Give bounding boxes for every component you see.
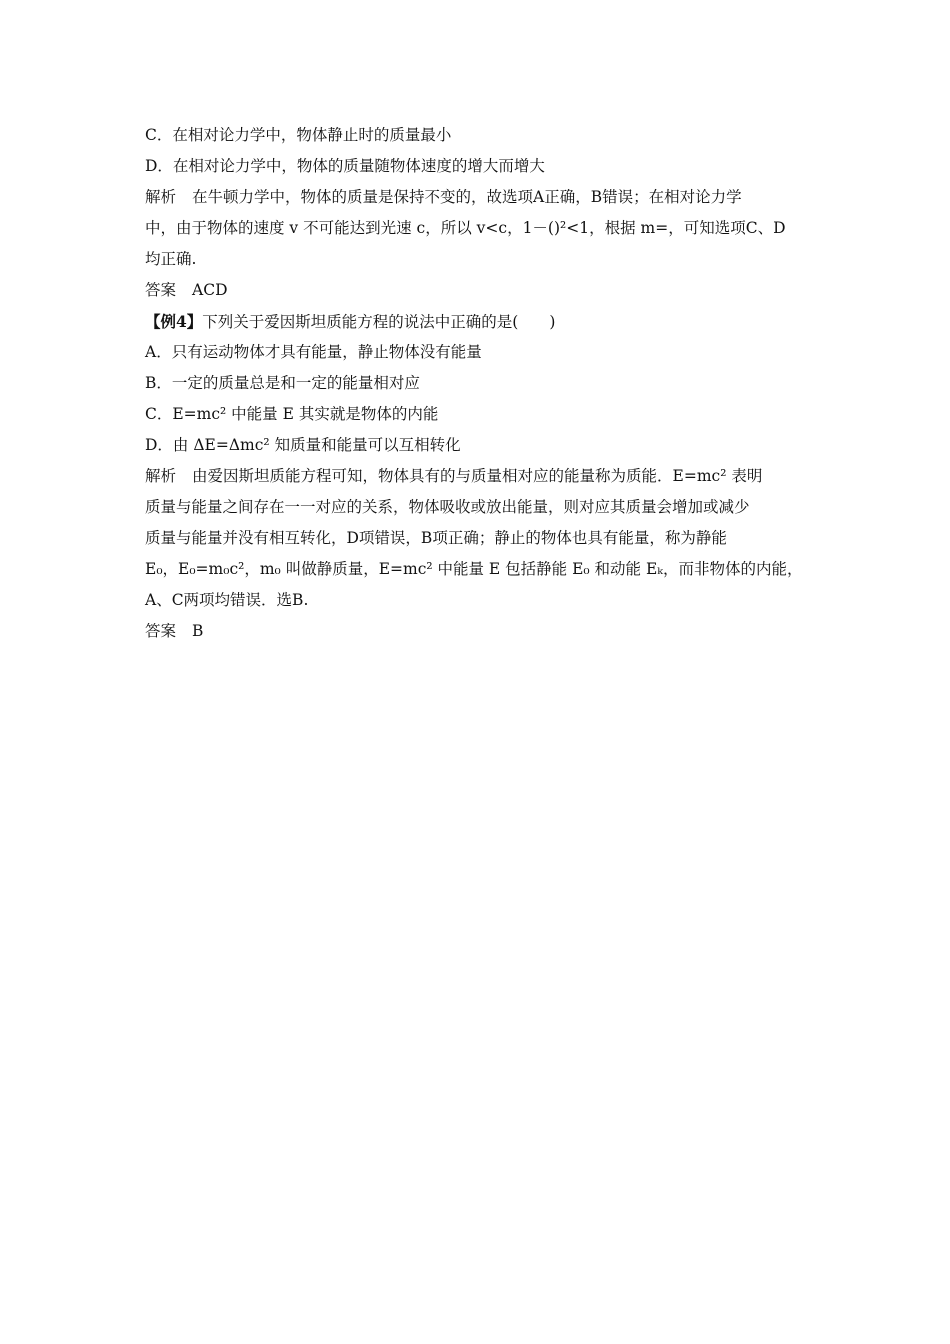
answer-label: 答案 bbox=[145, 622, 177, 640]
analysis-line-5: A、C两项均错误．选B. bbox=[145, 591, 309, 609]
analysis-label: 解析 bbox=[145, 467, 177, 485]
analysis-line-3: 质量与能量并没有相互转化，D项错误，B项正确；静止的物体也具有能量，称为静能 bbox=[145, 529, 727, 547]
analysis-line-4: E₀，E₀=m₀c²，m₀ 叫做静质量，E=mc² 中能量 E 包括静能 E₀ 和动能 Eₖ，而非物体的内能， bbox=[145, 560, 803, 578]
analysis-label: 解析 bbox=[145, 188, 177, 206]
option-a: A．只有运动物体才具有能量，静止物体没有能量 bbox=[145, 343, 482, 361]
option-d: D．由 ΔE=Δmc² 知质量和能量可以互相转化 bbox=[145, 436, 461, 454]
option-b: B．一定的质量总是和一定的能量相对应 bbox=[145, 374, 420, 392]
answer-previous bbox=[145, 275, 825, 306]
analysis-previous-line-3: 均正确. bbox=[145, 250, 197, 268]
answer-value: ACD bbox=[192, 281, 228, 299]
option-c-previous: C．在相对论力学中，物体静止时的质量最小 bbox=[145, 126, 452, 144]
analysis-line-2: 质量与能量之间存在一一对应的关系，物体吸收或放出能量，则对应其质量会增加或减少 bbox=[145, 498, 750, 516]
document-content bbox=[145, 120, 825, 647]
example-tag: 【例4】 bbox=[145, 312, 203, 331]
answer bbox=[145, 616, 825, 647]
example-4-stem: 【例4】下列关于爱因斯坦质能方程的说法中正确的是( ) bbox=[145, 312, 556, 331]
analysis-previous-line-1: 解析 在牛顿力学中，物体的质量是保持不变的，故选项A正确，B错误；在相对论力学 bbox=[145, 188, 742, 206]
option-c: C．E=mc² 中能量 E 其实就是物体的内能 bbox=[145, 405, 439, 423]
analysis-previous-line-2: 中，由于物体的速度 v 不可能达到光速 c，所以 v<c，1－()²<1，根据 m=，可知选项C、D bbox=[145, 219, 786, 237]
analysis-line-1: 解析 由爱因斯坦质能方程可知，物体具有的与质量相对应的能量称为质能．E=mc² 表明 bbox=[145, 467, 763, 485]
option-d-previous: D．在相对论力学中，物体的质量随物体速度的增大而增大 bbox=[145, 157, 545, 175]
answer-value: B bbox=[192, 622, 204, 640]
answer-label: 答案 bbox=[145, 281, 177, 299]
